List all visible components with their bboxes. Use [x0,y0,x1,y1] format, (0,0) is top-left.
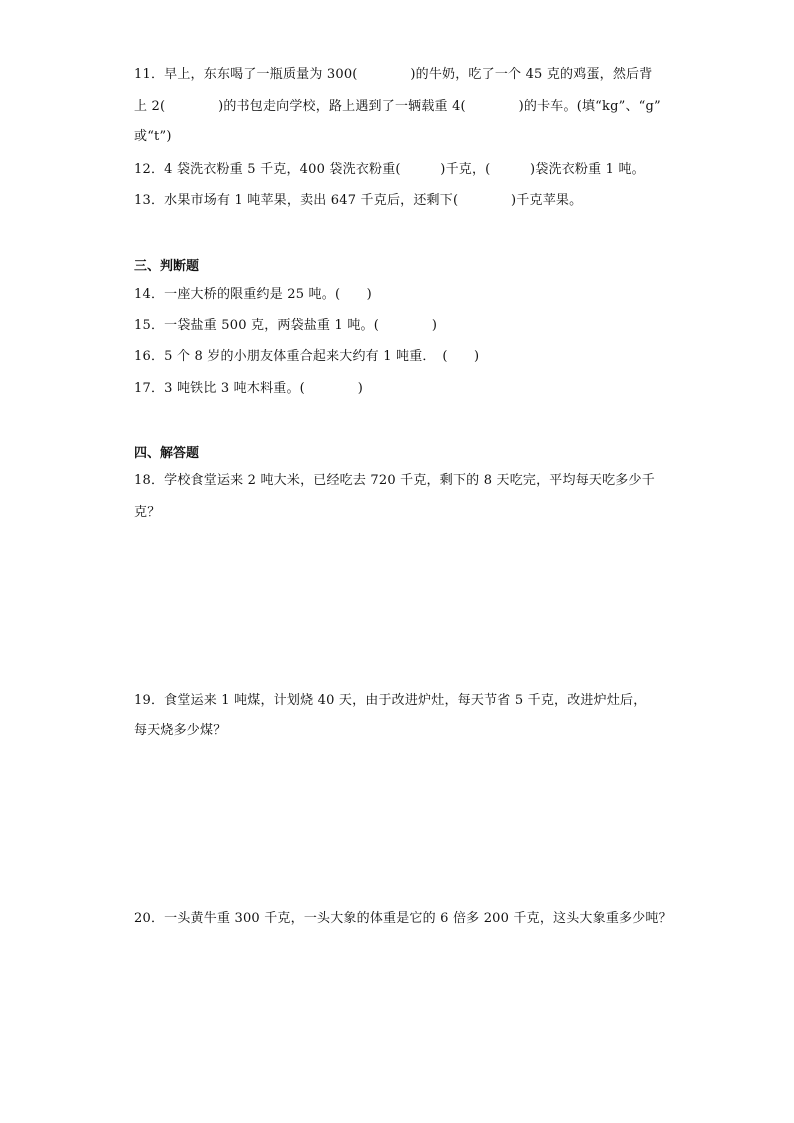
question-15: 15．一袋盐重 500 克，两袋盐重 1 吨。( ) [134,318,438,333]
section-heading-problems: 四、解答题 [134,446,200,461]
question-20: 20．一头黄牛重 300 千克，一头大象的体重是它的 6 倍多 200 千克，这头大象重多少吨？ [134,911,672,926]
question-13: 13．水果市场有 1 吨苹果，卖出 647 千克后，还剩下( )千克苹果。 [134,193,583,208]
question-11-line-2: 上 2( )的书包走向学校，路上遇到了一辆载重 4( )的卡车。(填“kg”、“g” [134,99,661,114]
question-14: 14．一座大桥的限重约是 25 吨。( ) [134,287,372,302]
question-12: 12．4 袋洗衣粉重 5 千克，400 袋洗衣粉重( )千克，( )袋洗衣粉重 1 吨。 [134,162,645,177]
question-19-line-2: 每天烧多少煤？ [134,723,227,738]
question-18-line-2: 克？ [134,505,161,520]
question-16: 16．5 个 8 岁的小朋友体重合起来大约有 1 吨重． ( ) [134,349,480,364]
section-heading-judgement: 三、判断题 [134,259,200,274]
question-11-line-3: 或“t”) [134,129,172,144]
question-17: 17．3 吨铁比 3 吨木料重。( ) [134,381,364,396]
question-11-line-1: 11．早上，东东喝了一瓶质量为 300( )的牛奶，吃了一个 45 克的鸡蛋，然后背 [134,67,653,82]
question-19-line-1: 19．食堂运来 1 吨煤，计划烧 40 天，由于改进炉灶，每天节省 5 千克，改进炉灶后， [134,693,647,708]
question-18-line-1: 18．学校食堂运来 2 吨大米，已经吃去 720 千克，剩下的 8 天吃完，平均每天吃多少千 [134,473,655,488]
